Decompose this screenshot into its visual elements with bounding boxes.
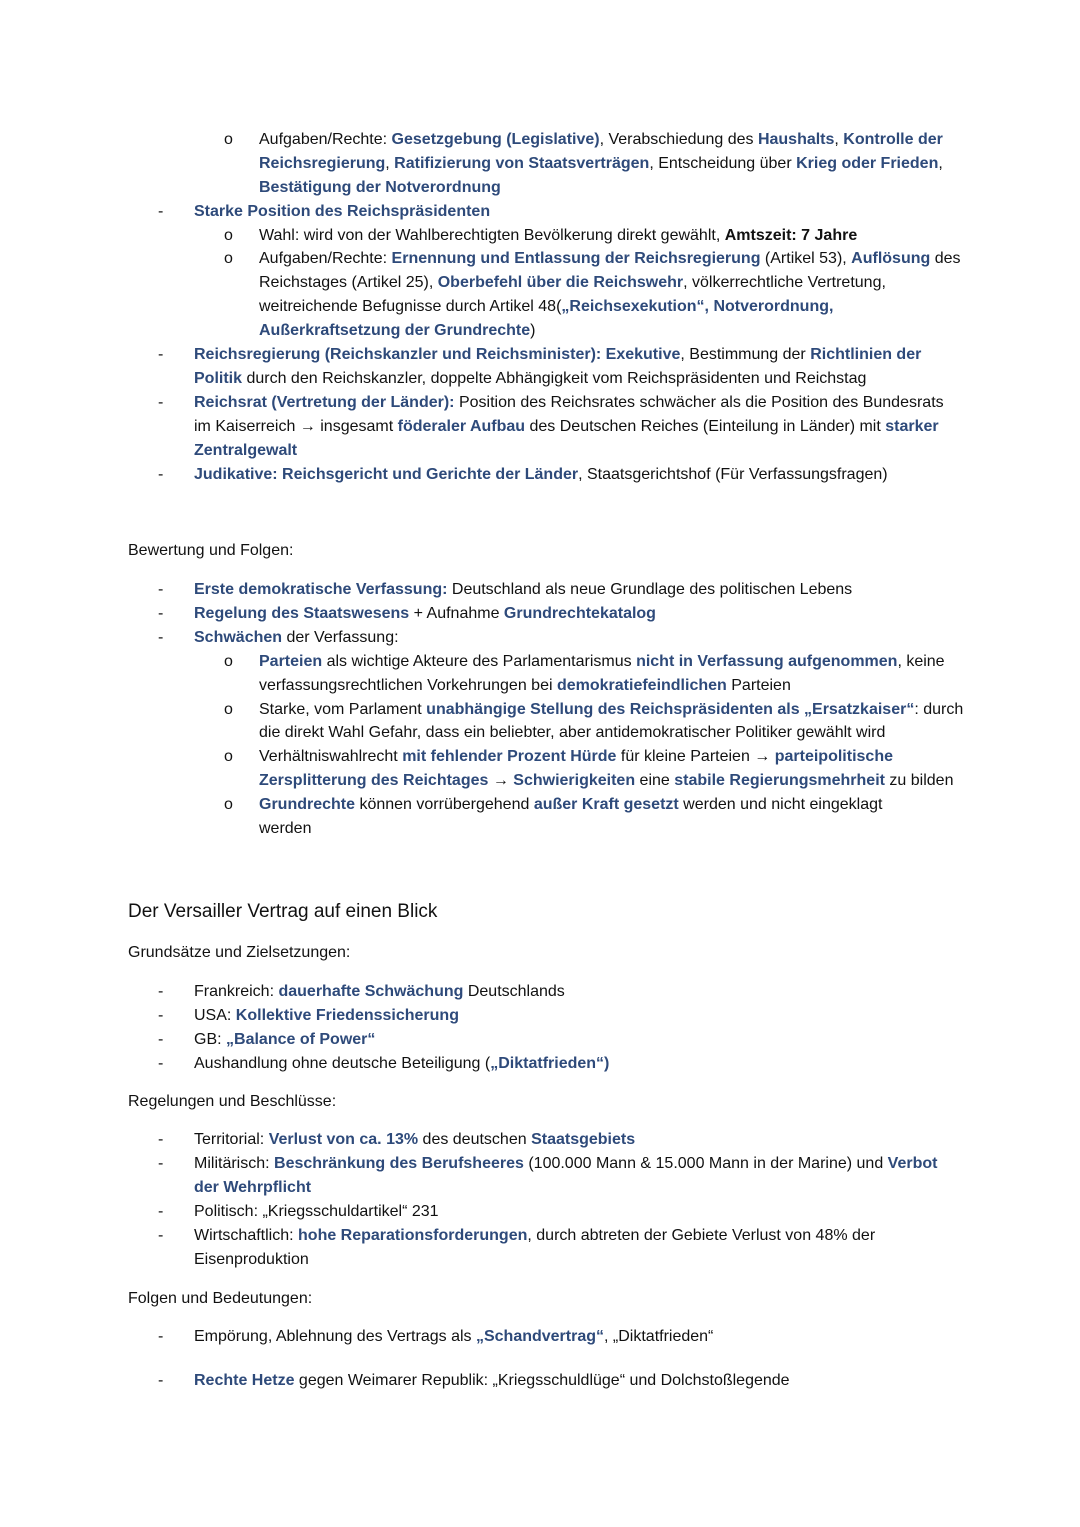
text-line	[194, 1176, 311, 1200]
text-run: durch den Reichskanzler, doppelte Abhängigkeit vom Reichspräsidenten und Reichstag	[242, 370, 867, 387]
dash-bullet-icon: -	[158, 581, 164, 598]
text-line	[194, 1028, 375, 1052]
highlighted-term: Rechte Hetze	[194, 1372, 295, 1389]
text-run: GB:	[194, 1031, 227, 1048]
text-run: , völkerrechtliche Vertretung,	[683, 274, 886, 291]
text-run: verfassungsrechtlichen Vorkehrungen bei	[259, 677, 557, 694]
text-line	[128, 941, 350, 965]
highlighted-term: Grundrechtekatalog	[503, 605, 656, 622]
text-line	[194, 1004, 459, 1028]
text-line	[194, 391, 944, 415]
text-run: + Aufnahme	[409, 605, 504, 622]
highlighted-term: Staatsgebiets	[531, 1131, 636, 1148]
text-line	[194, 367, 866, 391]
dash-bullet-icon: -	[158, 1372, 164, 1389]
text-run: , Bestimmung der	[680, 346, 811, 363]
highlighted-term: Auflösung	[851, 250, 931, 267]
text-run: die direkt Wahl Gefahr, dass ein beliebter, aber antidemokratischer Politiker gewählt wird	[259, 724, 886, 741]
text-run: Frankreich:	[194, 983, 279, 1000]
highlighted-term: parteipolitische	[774, 748, 893, 765]
text-line	[259, 224, 857, 248]
section-title	[128, 900, 437, 924]
dash-bullet-icon: -	[158, 983, 164, 1000]
highlighted-term: Ratifizierung von Staatsverträgen	[394, 155, 650, 172]
text-line	[259, 769, 953, 793]
circle-bullet-icon: o	[224, 131, 233, 148]
text-run: Grundsätze und Zielsetzungen:	[128, 944, 351, 961]
highlighted-term: hohe Reparationsforderungen	[298, 1227, 528, 1244]
text-line	[194, 1248, 309, 1272]
text-line	[194, 200, 490, 224]
highlighted-term: „Balance of Power“	[226, 1031, 376, 1048]
text-run: Wahl: wird von der Wahlberechtigten Bevölkerung direkt gewählt,	[259, 227, 725, 244]
text-run: Militärisch:	[194, 1155, 275, 1172]
text-line	[259, 152, 943, 176]
text-line	[194, 626, 399, 650]
highlighted-term: Grundrechte	[259, 796, 356, 813]
text-run: →	[488, 772, 514, 789]
text-run: können vorrübergehend	[355, 796, 534, 813]
text-line	[259, 271, 886, 295]
highlighted-term: Zentralgewalt	[194, 442, 298, 459]
highlighted-term: Beschränkung des Berufsheeres	[274, 1155, 524, 1172]
dash-bullet-icon: -	[158, 466, 164, 483]
text-line	[194, 1128, 635, 1152]
highlighted-term: „Diktatfrieden“)	[490, 1055, 610, 1072]
highlighted-term: Regelung des Staatswesens	[194, 605, 410, 622]
text-run: der Verfassung:	[282, 629, 399, 646]
highlighted-term: Oberbefehl über die Reichswehr	[437, 274, 684, 291]
highlighted-term: Krieg oder Frieden	[796, 155, 939, 172]
highlighted-term: unabhängige Stellung des Reichspräsidenten als „Ersatzkaiser“	[426, 701, 915, 718]
text-line	[194, 343, 921, 367]
text-run: des Deutschen Reiches (Einteilung in Länder) mit	[525, 418, 886, 435]
text-line	[194, 463, 888, 487]
text-run: (Artikel 53),	[760, 250, 852, 267]
text-run: , keine	[897, 653, 945, 670]
circle-bullet-icon: o	[224, 250, 233, 267]
text-run: im Kaiserreich → insgesamt	[194, 418, 398, 435]
text-run: Reichstages (Artikel 25),	[259, 274, 438, 291]
text-line	[194, 1152, 937, 1176]
highlighted-term: Ernennung und Entlassung der Reichsregierung	[391, 250, 761, 267]
highlighted-term: Reichsrat (Vertretung der Länder):	[194, 394, 455, 411]
text-line	[128, 1287, 312, 1311]
dash-bullet-icon: -	[158, 394, 164, 411]
text-run: ,	[385, 155, 395, 172]
highlighted-term: mit fehlender Prozent Hürde	[402, 748, 617, 765]
highlighted-term: nicht in Verfassung aufgenommen	[636, 653, 898, 670]
text-run: , „Diktatfrieden“	[604, 1328, 714, 1345]
text-line	[259, 650, 945, 674]
text-line	[194, 439, 297, 463]
text-run: des deutschen	[418, 1131, 532, 1148]
text-run: Verhältniswahlrecht	[259, 748, 403, 765]
text-line	[259, 793, 882, 817]
text-run: Wirtschaftlich:	[194, 1227, 299, 1244]
text-run: (100.000 Mann & 15.000 Mann in der Marine) und	[523, 1155, 888, 1172]
text-run: Bewertung und Folgen:	[128, 542, 294, 559]
text-line	[259, 674, 791, 698]
text-run: Empörung, Ablehnung des Vertrags als	[194, 1328, 476, 1345]
text-run: Folgen und Bedeutungen:	[128, 1290, 313, 1307]
highlighted-term: Verlust von ca. 13%	[268, 1131, 419, 1148]
dash-bullet-icon: -	[158, 1007, 164, 1024]
text-run: , Staatsgerichtshof (Für Verfassungsfragen)	[578, 466, 888, 483]
text-run: Territorial:	[194, 1131, 269, 1148]
circle-bullet-icon: o	[224, 227, 233, 244]
dash-bullet-icon: -	[158, 1155, 164, 1172]
highlighted-term: Reichsregierung	[259, 155, 386, 172]
text-run: werden	[259, 820, 312, 837]
text-run: , Entscheidung über	[649, 155, 797, 172]
highlighted-term: Starke Position des Reichspräsidenten	[194, 203, 491, 220]
dash-bullet-icon: -	[158, 346, 164, 363]
highlighted-term: Außerkraftsetzung der Grundrechte	[259, 322, 531, 339]
text-run: für kleine Parteien →	[616, 748, 775, 765]
text-line	[259, 745, 893, 769]
text-run: Deutschlands	[463, 983, 565, 1000]
dash-bullet-icon: -	[158, 1203, 164, 1220]
text-run: weitreichende Befugnisse durch Artikel 48(	[259, 298, 562, 315]
text-line	[194, 415, 939, 439]
circle-bullet-icon: o	[224, 748, 233, 765]
text-run: werden und nicht eingeklagt	[678, 796, 883, 813]
text-line	[194, 1325, 713, 1349]
text-run: Aushandlung ohne deutsche Beteiligung (	[194, 1055, 491, 1072]
text-run: Aufgaben/Rechte:	[259, 131, 392, 148]
highlighted-term: Richtlinien der	[810, 346, 922, 363]
text-run: Parteien	[726, 677, 791, 694]
highlighted-term: Kollektive Friedenssicherung	[235, 1007, 459, 1024]
highlighted-term: Bestätigung der Notverordnung	[259, 179, 501, 196]
text-line	[194, 1369, 790, 1393]
text-line	[194, 1052, 609, 1076]
text-run: als wichtige Akteure des Parlamentarismus	[322, 653, 637, 670]
text-run: Regelungen und Beschlüsse:	[128, 1093, 337, 1110]
text-line	[259, 128, 943, 152]
highlighted-term: der Wehrpflicht	[194, 1179, 312, 1196]
text-run: Position des Reichsrates schwächer als die Position des Bundesrats	[454, 394, 944, 411]
text-line	[259, 721, 885, 745]
dash-bullet-icon: -	[158, 1328, 164, 1345]
dash-bullet-icon: -	[158, 1131, 164, 1148]
highlighted-term: Politik	[194, 370, 243, 387]
highlighted-term: Kontrolle der	[843, 131, 943, 148]
highlighted-term: demokratiefeindlichen	[556, 677, 727, 694]
highlighted-term: außer Kraft gesetzt	[533, 796, 679, 813]
text-run: ,	[938, 155, 943, 172]
text-run: zu bilden	[884, 772, 954, 789]
text-run: USA:	[194, 1007, 236, 1024]
circle-bullet-icon: o	[224, 701, 233, 718]
highlighted-term: Reichsregierung (Reichskanzler und Reichsminister): Exekutive	[194, 346, 681, 363]
highlighted-term: Zersplitterung des Reichtages	[259, 772, 489, 789]
text-run: Der Versailler Vertrag auf einen Blick	[128, 901, 438, 922]
text-line	[194, 1200, 439, 1224]
highlighted-term: Amtszeit: 7 Jahre	[724, 227, 858, 244]
text-line	[259, 295, 833, 319]
dash-bullet-icon: -	[158, 605, 164, 622]
text-run: eine	[635, 772, 675, 789]
text-line	[194, 1224, 875, 1248]
highlighted-term: „Schandvertrag“	[475, 1328, 605, 1345]
highlighted-term: Parteien	[259, 653, 323, 670]
text-line	[259, 319, 535, 343]
text-run: ,	[834, 131, 844, 148]
dash-bullet-icon: -	[158, 1055, 164, 1072]
circle-bullet-icon: o	[224, 653, 233, 670]
text-line	[259, 247, 961, 271]
text-run: )	[530, 322, 536, 339]
dash-bullet-icon: -	[158, 203, 164, 220]
text-run: , Verabschiedung des	[599, 131, 758, 148]
highlighted-term: Verbot	[887, 1155, 938, 1172]
highlighted-term: dauerhafte Schwächung	[278, 983, 464, 1000]
circle-bullet-icon: o	[224, 796, 233, 813]
text-line	[128, 539, 293, 563]
text-run: gegen Weimarer Republik: „Kriegsschuldlüge“ und Dolchstoßlegende	[294, 1372, 790, 1389]
highlighted-term: „Reichsexekution“, Notverordnung,	[561, 298, 834, 315]
text-line	[259, 817, 311, 841]
highlighted-term: Haushalts	[757, 131, 835, 148]
highlighted-term: föderaler Aufbau	[397, 418, 526, 435]
text-run: Aufgaben/Rechte:	[259, 250, 392, 267]
highlighted-term: Schwächen	[194, 629, 283, 646]
highlighted-term: Schwierigkeiten	[513, 772, 636, 789]
text-run: , durch abtreten der Gebiete Verlust von 48% der	[527, 1227, 876, 1244]
text-line	[259, 176, 501, 200]
text-run: : durch	[914, 701, 964, 718]
highlighted-term: Judikative: Reichsgericht und Gerichte der Länder	[194, 466, 579, 483]
dash-bullet-icon: -	[158, 629, 164, 646]
text-line	[259, 698, 963, 722]
text-run: Starke, vom Parlament	[259, 701, 427, 718]
dash-bullet-icon: -	[158, 1031, 164, 1048]
highlighted-term: stabile Regierungsmehrheit	[674, 772, 885, 789]
highlighted-term: starker	[885, 418, 939, 435]
text-line	[194, 578, 852, 602]
text-run: Deutschland als neue Grundlage des politischen Lebens	[447, 581, 853, 598]
text-line	[194, 980, 565, 1004]
highlighted-term: Gesetzgebung (Legislative)	[391, 131, 600, 148]
text-line	[194, 602, 656, 626]
highlighted-term: Erste demokratische Verfassung:	[194, 581, 448, 598]
text-line	[128, 1090, 336, 1114]
text-run: des	[930, 250, 961, 267]
text-run: Eisenproduktion	[194, 1251, 309, 1268]
text-run: Politisch: „Kriegsschuldartikel“ 231	[194, 1203, 439, 1220]
dash-bullet-icon: -	[158, 1227, 164, 1244]
